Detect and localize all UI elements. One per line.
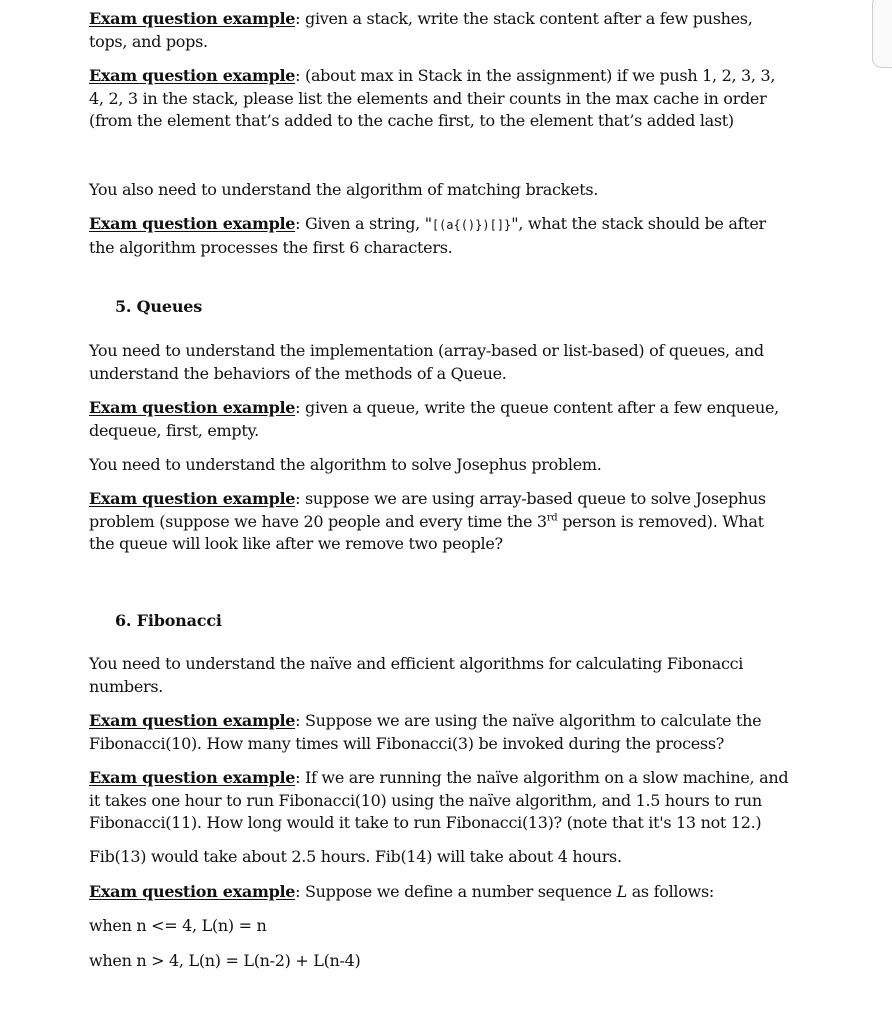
exam-label: Exam question example [89,398,296,417]
queue-exam-question-1: Exam question example: given a queue, write the queue content after a few enqueue, dequeue, first, empty. [89,398,779,440]
section-heading-fibonacci: 6. Fibonacci [115,611,222,630]
exam-label: Exam question example [89,768,296,787]
josephus-paragraph: You need to understand the algorithm to solve Josephus problem. [89,455,602,474]
brackets-paragraph: You also need to understand the algorithm of matching brackets. [89,180,599,199]
exam-label: Exam question example [89,9,296,28]
brackets-exam-question: Exam question example: Given a string, "[(a{()})[]}", what the stack should be after the algorithm processes the first 6 characters. [89,214,766,257]
stack-exam-question-2: Exam question example: (about max in Stack in the assignment) if we push 1, 2, 3, 3, 4, 2, 3 in the stack, please list the elements and their counts in the max cache in order (from the element that’s added to the cache first, to the element that’s added last) [89,66,776,130]
fibonacci-exam-question-1: Exam question example: Suppose we are using the naïve algorithm to calculate the Fibonacci(10). How many times will Fibonacci(3) be invoked during the process? [89,711,762,753]
sequence-rule-1: when n <= 4, L(n) = n [89,916,267,935]
sequence-rule-2: when n > 4, L(n) = L(n-2) + L(n-4) [89,951,361,970]
fibonacci-intro-paragraph: You need to understand the naïve and efficient algorithms for calculating Fibonacci numbers. [89,654,744,696]
fibonacci-exam-question-2: Exam question example: If we are running the naïve algorithm on a slow machine, and it takes one hour to run Fibonacci(10) using the naïve algorithm, and 1.5 hours to run Fibonacci(11). How long would it take to run Fibonacci(13)? (note that it's 13 not 12.) [89,768,789,832]
section-heading-queues: 5. Queues [115,297,203,316]
stack-exam-question-1: Exam question example: given a stack, write the stack content after a few pushes, tops, and pops. [89,9,753,51]
scrollbar-thumb[interactable] [872,0,892,68]
exam-label: Exam question example [89,214,296,233]
exam-label: Exam question example [89,489,296,508]
exam-label: Exam question example [89,66,296,85]
josephus-exam-question: Exam question example: suppose we are using array-based queue to solve Josephus problem (suppose we have 20 people and every time the 3rd person is removed). What the queue will look like after we remove two people? [89,489,766,553]
bracket-string: [(a{()})[]} [431,218,512,232]
exam-label: Exam question example [89,711,296,730]
fibonacci-answer: Fib(13) would take about 2.5 hours. Fib(14) will take about 4 hours. [89,847,622,866]
sequence-exam-question: Exam question example: Suppose we define a number sequence L as follows: [89,882,714,901]
exam-label: Exam question example [89,882,296,901]
queues-intro-paragraph: You need to understand the implementation (array-based or list-based) of queues, and understand the behaviors of the methods of a Queue. [89,341,764,383]
